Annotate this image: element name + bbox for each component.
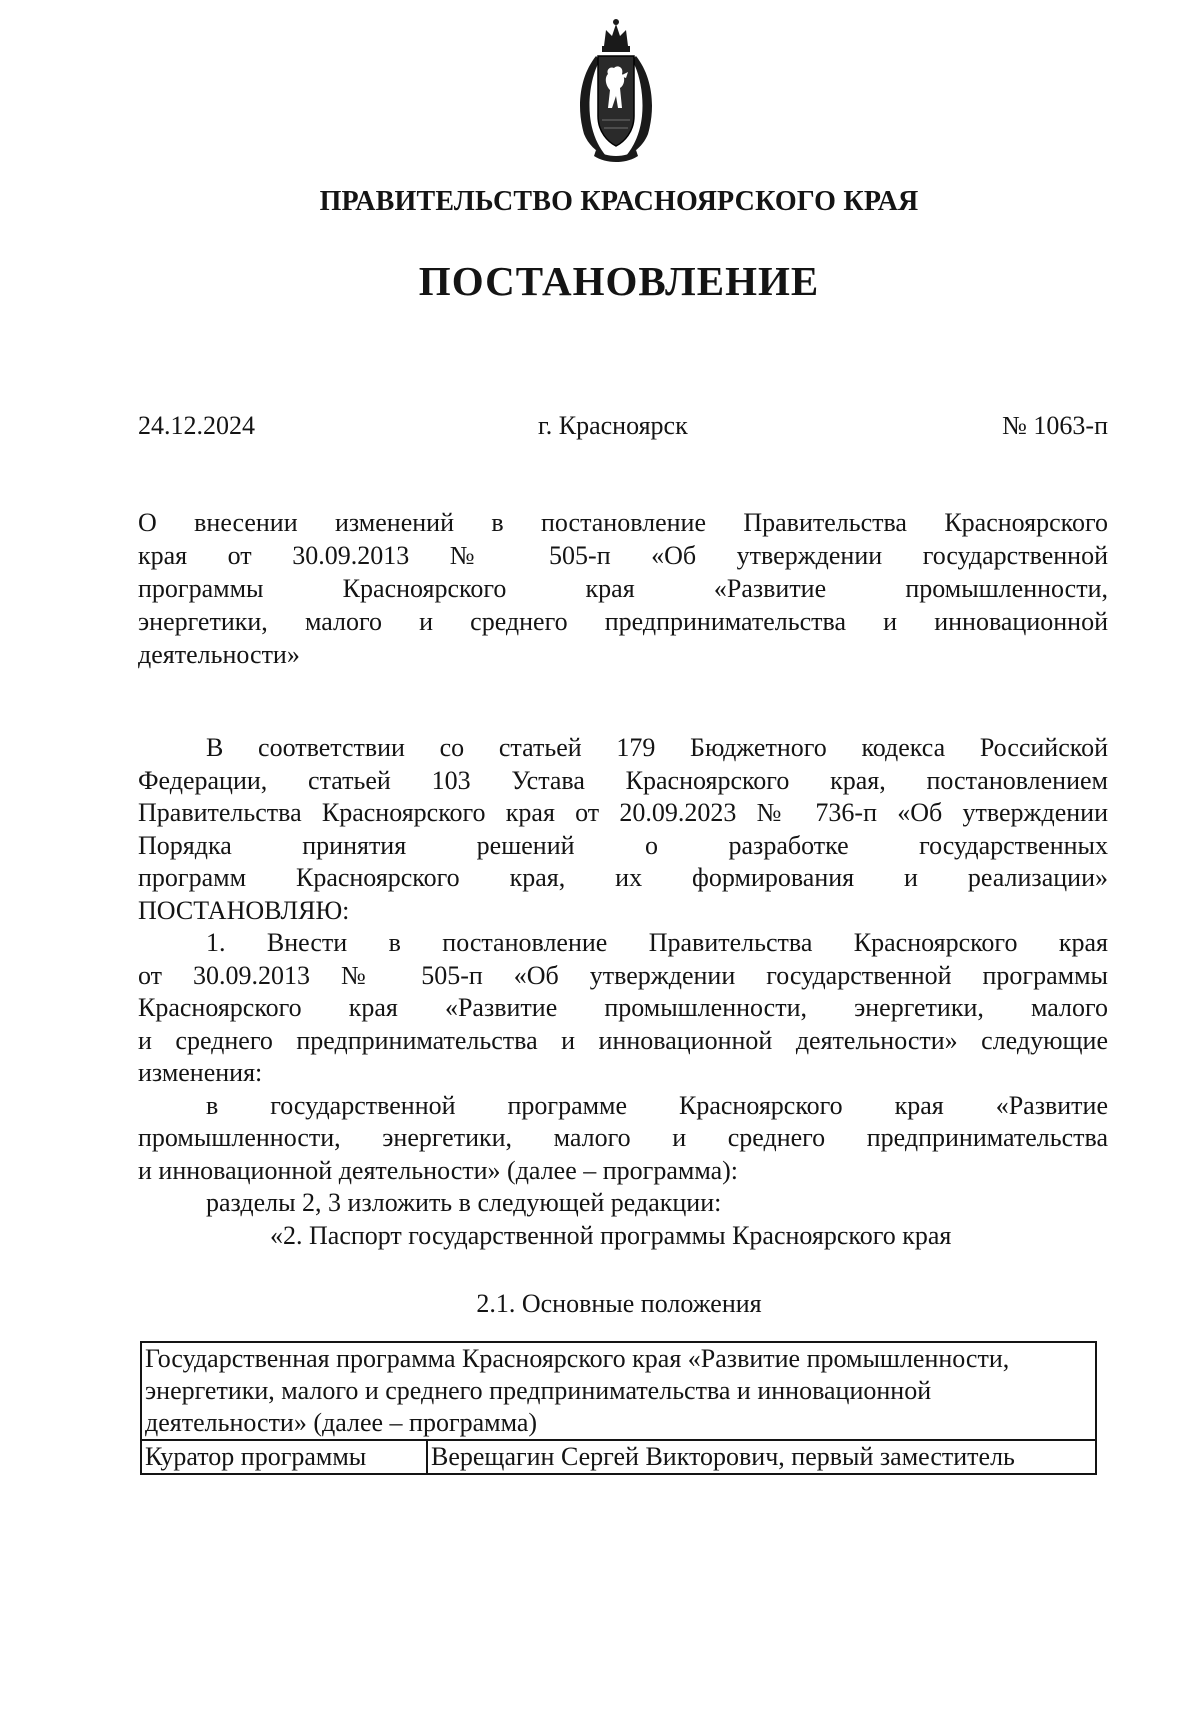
table-row [141, 1440, 1096, 1474]
body-line: изменения: [138, 1058, 263, 1087]
table-header-line: энергетики, малого и среднего предпринимательства и инновационной [145, 1376, 932, 1405]
subject-line: программы Красноярского края «Развитие промышленности, [138, 574, 1108, 603]
subject-line: энергетики, малого и среднего предпринимательства и инновационной [138, 607, 1108, 636]
document-subject [138, 506, 1108, 671]
body-line: 1. Внести в постановление Правительства Красноярского края [206, 928, 1108, 957]
body-line: и инновационной деятельности» (далее – программа): [138, 1155, 739, 1185]
subject-line: О внесении изменений в постановление Правительства Красноярского [138, 508, 1108, 537]
body-line: В соответствии со статьей 179 Бюджетного кодекса Российской [206, 733, 1108, 762]
body-line: «2. Паспорт государственной программы Красноярского края [270, 1220, 952, 1250]
body-line: разделы 2, 3 изложить в следующей редакции: [206, 1188, 722, 1217]
body-line: Федерации, статьей 103 Устава Красноярского края, постановлением [138, 765, 1108, 795]
coat-of-arms-icon [566, 16, 666, 164]
document-date: 24.12.2024 [138, 411, 255, 440]
table-header-line: деятельности» (далее – программа) [145, 1408, 538, 1437]
body-line: и среднего предпринимательства и инновационной деятельности» следующие [138, 1025, 1108, 1055]
table-header-line: Государственная программа Красноярского края «Развитие промышленности, [145, 1344, 1010, 1373]
document-city: г. Красноярск [538, 411, 688, 440]
organization-name: ПРАВИТЕЛЬСТВО КРАСНОЯРСКОГО КРАЯ [319, 186, 919, 217]
body-line: от 30.09.2013 № 505-п «Об утверждении государственной программы [138, 960, 1108, 990]
table-header-row [141, 1342, 1096, 1440]
table-header-cell [141, 1342, 1096, 1440]
table-cell-value: Верещагин Сергей Викторович, первый заместитель [427, 1440, 1096, 1474]
section-title: 2.1. Основные положения [476, 1289, 762, 1318]
passport-table [140, 1341, 1097, 1475]
body-line: в государственной программе Красноярского края «Развитие [206, 1090, 1108, 1120]
body-line: промышленности, энергетики, малого и среднего предпринимательства [138, 1123, 1108, 1152]
body-line: ПОСТАНОВЛЯЮ: [138, 895, 350, 925]
document-type-title: ПОСТАНОВЛЕНИЕ [418, 258, 820, 304]
table-cell-label: Куратор программы [141, 1440, 427, 1474]
document-body [138, 732, 1108, 1252]
body-line: Правительства Красноярского края от 20.09.2023 № 736-п «Об утверждении [138, 798, 1108, 827]
body-line: Красноярского края «Развитие промышленности, энергетики, малого [138, 993, 1108, 1022]
document-number: № 1063-п [1002, 411, 1108, 440]
subject-line: деятельности» [138, 640, 300, 669]
subject-line: края от 30.09.2013 № 505-п «Об утверждении государственной [138, 541, 1108, 570]
body-line: программ Красноярского края, их формирования и реализации» [138, 863, 1108, 892]
body-line: Порядка принятия решений о разработке государственных [138, 830, 1108, 860]
